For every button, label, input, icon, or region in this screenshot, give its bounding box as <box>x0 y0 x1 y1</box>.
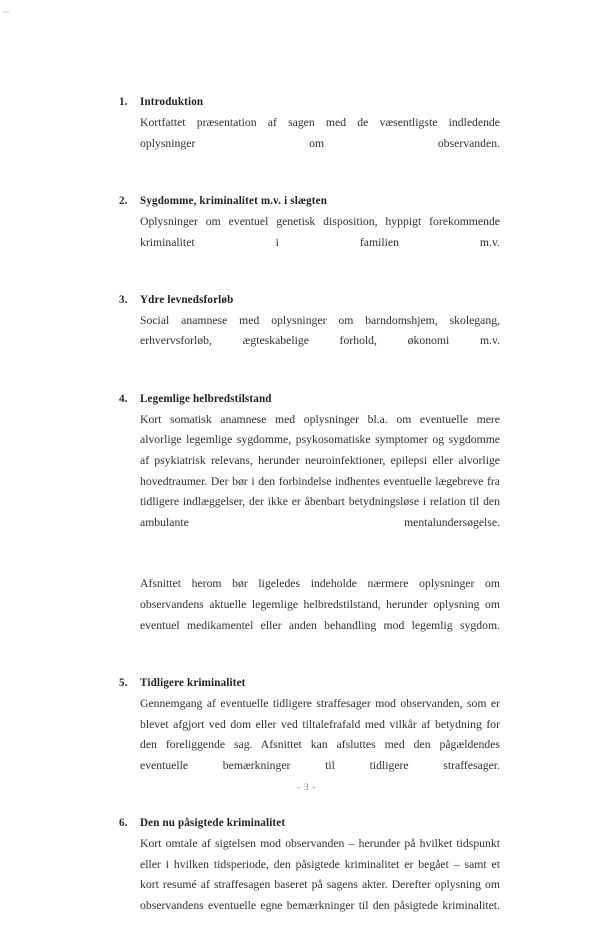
scan-artifact-speck <box>3 11 9 13</box>
section-paragraph: Kortfattet præsentation af sagen med de væsentligste indledende oplysninger om observanden. <box>140 116 500 150</box>
section-paragraph: Gennemgang af eventuelle tidligere straffesager mod observanden, som er blevet afgjort ved dom eller ved tiltalefrafald med vilkår af betydning for den foreliggende sag. Afsnittet kan afsluttes med den pågældendes eventuelle bemærkninger til tidligere straffesager. <box>140 696 500 772</box>
numbered-section-5 <box>118 673 500 797</box>
section-content <box>140 92 500 175</box>
section-number: 2. <box>119 194 128 207</box>
section-content <box>140 290 500 373</box>
section-paragraph: Social anamnese med oplysninger om barndomshjem, skolegang, erhvervsforløb, ægteskabelige forhold, økonomi m.v. <box>140 313 500 348</box>
section-heading: Legemlige helbredstilstand <box>140 392 272 405</box>
section-number: 5. <box>119 676 128 689</box>
section-paragraph: Kort somatisk anamnese med oplysninger bl.a. om eventuelle mere alvorlige legemlige sygdomme, psykosomatiske symptomer og sygdomme af psykiatrisk relevans, herunder neuroinfektioner, epilepsi eller alvorlige hovedtraumer. Der bør i den forbindelse indhentes eventuelle lægebreve fra tidligere indlæggelser, der ikke er åbenbart betydningsløse i relation til den ambulante mentalundersøgelse. <box>140 412 500 529</box>
section-paragraph: Kort omtale af sigtelsen mod observanden – herunder på hvilket tidspunkt eller i hvilken tidsperiode, den påsigtede kriminalitet er begået – samt et kort resumé af straffesagen baseret på sagens akter. Derefter oplysning om observandens eventuelle egne bemærkninger til den påsigtede kriminalitet. <box>140 837 500 912</box>
section-number: 6. <box>119 816 128 829</box>
section-number: 1. <box>119 96 128 108</box>
document-body <box>118 92 500 952</box>
section-heading: Tidligere kriminalitet <box>140 676 246 689</box>
numbered-section-4 <box>118 389 500 657</box>
numbered-section-6 <box>118 813 500 937</box>
section-content <box>140 191 500 274</box>
section-heading: Sygdomme, kriminalitet m.v. i slægten <box>140 194 328 207</box>
numbered-section-2 <box>118 191 500 274</box>
section-content <box>140 389 500 657</box>
section-content <box>140 813 500 937</box>
page-number-footer: - 3 - <box>297 783 316 793</box>
section-content <box>140 673 500 797</box>
section-heading: Den nu påsigtede kriminalitet <box>140 816 286 829</box>
numbered-section-1 <box>118 92 500 175</box>
section-paragraph: Oplysninger om eventuel genetisk disposition, hyppigt forekommende kriminalitet i familien m.v. <box>140 214 500 249</box>
numbered-section-3 <box>118 290 500 373</box>
section-number: 3. <box>119 293 128 306</box>
section-heading: Ydre levnedsforløb <box>140 293 234 306</box>
section-heading: Introduktion <box>140 96 204 108</box>
section-number: 4. <box>119 392 128 405</box>
section-paragraph: Afsnittet herom bør ligeledes indeholde nærmere oplysninger om observandens aktuelle legemlige helbredstilstand, herunder oplysning om eventuel medikamentel eller anden behandling mod legemlig sygdom. <box>140 577 500 632</box>
